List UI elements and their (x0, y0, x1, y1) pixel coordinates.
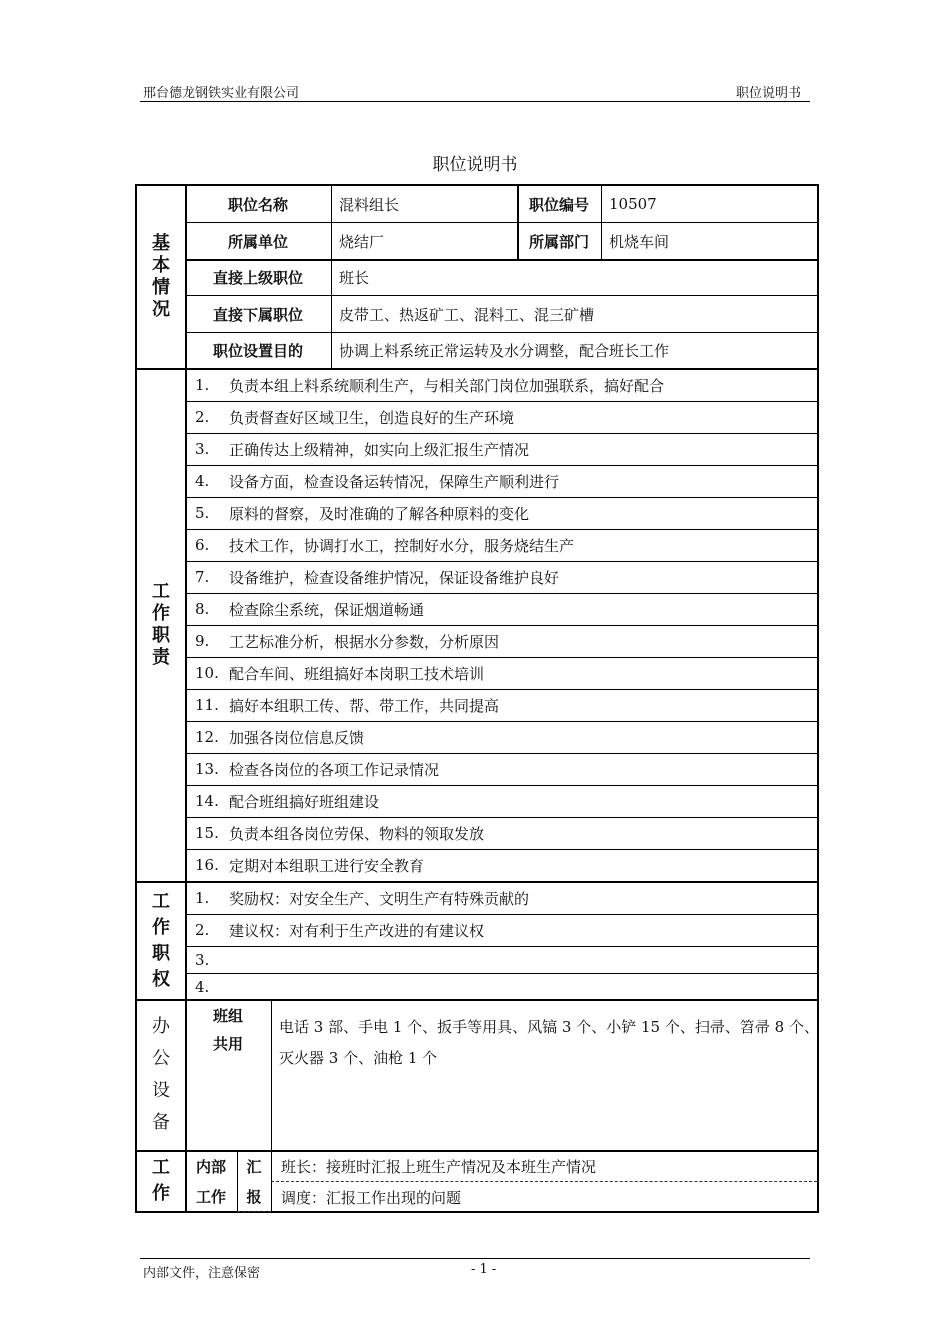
duty-item: 15. 负责本组各岗位劳保、物料的领取发放 (195, 824, 485, 843)
duty-item: 14. 配合班组搞好班组建设 (195, 792, 380, 811)
position-code-label: 职位编号 (528, 195, 589, 214)
duty-item: 8. 检查除尘系统，保证烟道畅通 (195, 600, 425, 619)
purpose-label: 职位设置目的 (212, 342, 303, 360)
page-number: - 1 - (471, 1262, 497, 1277)
duty-item: 10. 配合车间、班组搞好本岗职工技术培训 (195, 664, 485, 683)
office-sub-label: 班组 共用 (212, 1007, 243, 1053)
position-name-label: 职位名称 (227, 195, 288, 214)
subordinate-value: 皮带工、热返矿工、混料工、混三矿槽 (339, 305, 595, 324)
duty-item: 4. 设备方面，检查设备运转情况，保障生产顺利进行 (195, 472, 560, 491)
page-title: 职位说明书 (432, 155, 518, 175)
relations-sub-label-report: 汇 报 (246, 1158, 262, 1206)
authority-section-label: 工 作 职 权 (152, 891, 170, 990)
header-rule (140, 101, 810, 102)
relation-item: 班长：接班时汇报上班生产情况及本班生产情况 (281, 1157, 597, 1176)
superior-value: 班长 (339, 269, 370, 287)
relation-item: 调度：汇报工作出现的问题 (281, 1188, 462, 1207)
duty-item: 12. 加强各岗位信息反馈 (195, 728, 365, 747)
office-equipment-text: 电话 3 部、手电 1 个、扳手等用具、风镐 3 个、小铲 15 个、扫帚、笤帚 8 个、灭火器 3 个、油枪 1 个 (279, 1018, 819, 1067)
dept-label: 所属部门 (528, 232, 589, 251)
duty-item: 16. 定期对本组职工进行安全教育 (195, 856, 425, 875)
relations-sub-label: 内部 工作 (195, 1158, 226, 1206)
authority-item: 3. (195, 950, 210, 969)
position-name-value: 混料组长 (339, 195, 400, 214)
duty-item: 6. 技术工作，协调打水工，控制好水分，服务烧结生产 (195, 536, 575, 555)
company-name: 邢台德龙钢铁实业有限公司 (143, 86, 300, 101)
duty-item: 2. 负责督查好区域卫生，创造良好的生产环境 (195, 408, 515, 427)
authority-item: 1. 奖励权：对安全生产、文明生产有特殊贡献的 (195, 889, 530, 908)
office-section-label: 办 公 设 备 (152, 1016, 170, 1133)
footer-confidential: 内部文件，注意保密 (143, 1266, 261, 1281)
subordinate-label: 直接下属职位 (212, 305, 303, 324)
duty-item: 9. 工艺标准分析，根据水分参数，分析原因 (195, 632, 500, 651)
authority-item: 4. (195, 977, 210, 996)
duty-item: 1. 负责本组上料系统顺利生产，与相关部门岗位加强联系，搞好配合 (195, 376, 665, 395)
unit-label: 所属单位 (227, 232, 288, 251)
duties-section-label: 工 作 职 责 (152, 581, 170, 668)
authority-item: 2. 建议权：对有利于生产改进的有建议权 (195, 921, 485, 940)
header-doc-type: 职位说明书 (736, 86, 802, 101)
duty-item: 5. 原料的督察，及时准确的了解各种原料的变化 (195, 504, 530, 523)
unit-value: 烧结厂 (339, 232, 385, 251)
duty-item: 13. 检查各岗位的各项工作记录情况 (195, 760, 440, 779)
dept-value: 机烧车间 (609, 232, 670, 251)
position-code-value: 10507 (609, 195, 657, 213)
relations-section-label: 工 作 (152, 1157, 170, 1204)
duty-item: 7. 设备维护，检查设备维护情况，保证设备维护良好 (195, 568, 560, 587)
job-description-table (135, 184, 819, 1213)
duty-item: 11. 搞好本组职工传、帮、带工作，共同提高 (195, 696, 500, 715)
footer-rule (140, 1258, 810, 1259)
superior-label: 直接上级职位 (212, 269, 303, 287)
basic-section-label: 基 本 情 况 (152, 233, 170, 320)
duty-item: 3. 正确传达上级精神，如实向上级汇报生产情况 (195, 440, 530, 459)
purpose-value: 协调上料系统正常运转及水分调整，配合班长工作 (339, 342, 670, 360)
